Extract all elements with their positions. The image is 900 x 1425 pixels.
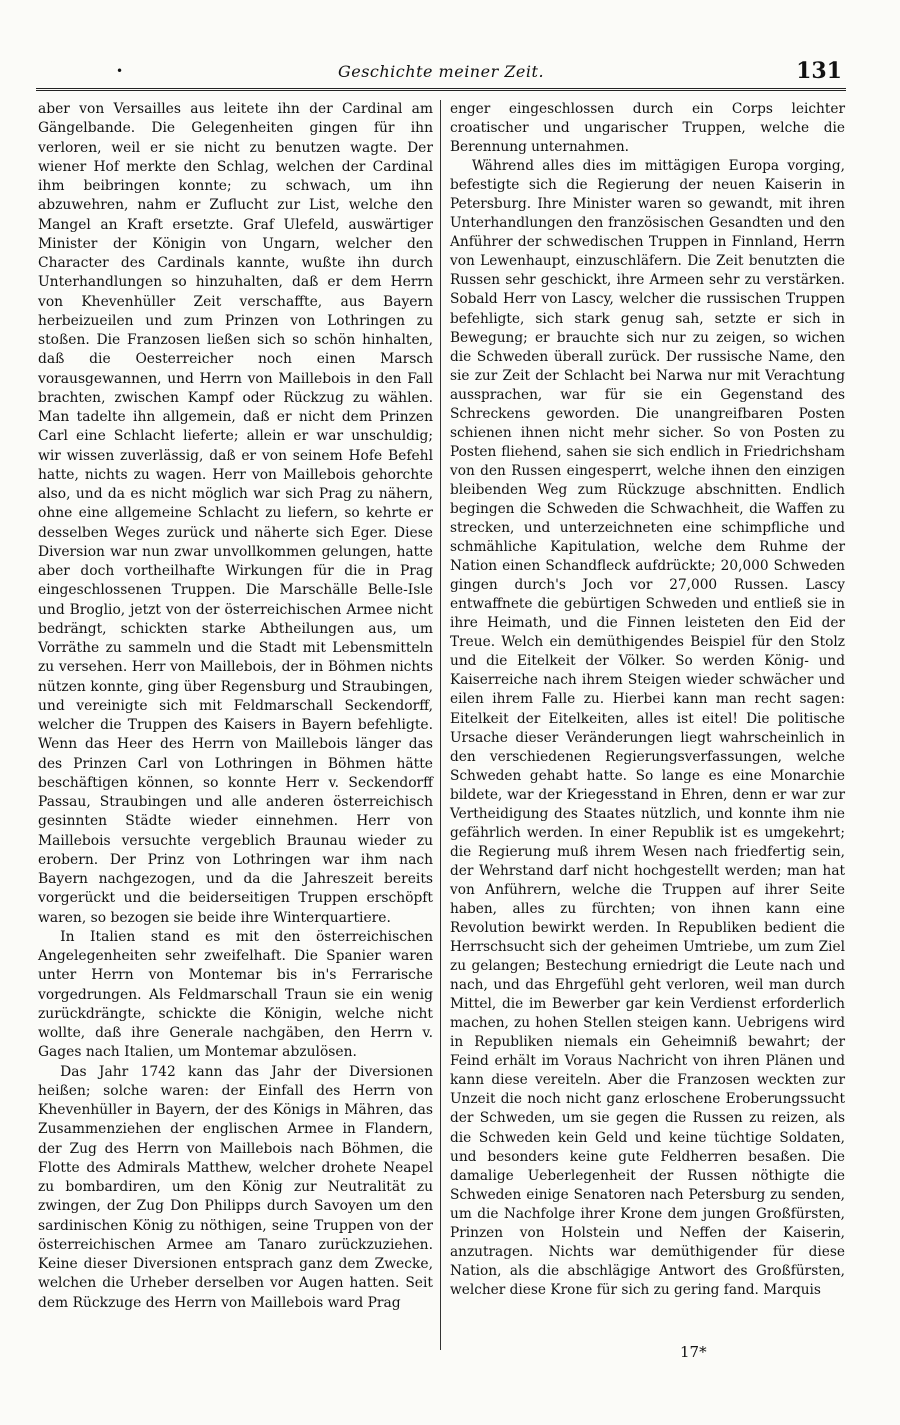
paragraph: enger eingeschlossen durch ein Corps leichter croatischer und ungarischer Truppen, welche die Berennung unternahmen. bbox=[450, 101, 845, 156]
head-mark: • bbox=[116, 64, 124, 78]
paragraph: aber von Versailles aus leitete ihn der Cardinal am Gängelbande. Die Gelegenheiten gingen für ihn verloren, weil er sie nicht zu benutzen wagte. Der wiener Hof merkte den Schlag, welchen der Cardinal ihm beibringen konnte; zu schwach, um ihn abzuwehren, nahm er Zuflucht zur List, welche den Mangel an Kraft ersetzte. Graf Ulefeld, auswärtiger Minister der Königin von Ungarn, welcher den Character des Cardinals kannte, wußte ihn durch Unterhandlungen so hinzuhalten, daß er dem Herrn von Khevenhüller Zeit verschaffte, aus Bayern herbeizueilen und zum Prinzen von Lothringen zu stoßen. Die Franzosen ließen sich so schön hinhalten, daß die Oesterreicher noch einen Marsch vorausgewannen, und Herrn von Maillebois in den Fall brachten, zwischen Kampf oder Rückzug zu wählen. Man tadelte ihn allgemein, daß er nicht dem Prinzen Carl eine Schlacht lieferte; allein er war unschuldig; wir wissen zuverlässig, daß er von seinem Hofe Befehl hatte, nichts zu wagen. Herr von Maillebois gehorchte also, und da es nicht möglich war sich Prag zu nähern, ohne eine allgemeine Schlacht zu liefern, so kehrte er desselben Weges zurück und näherte sich Eger. Diese Diversion war nun zwar unvollkommen gelungen, hatte aber doch vortheilhafte Wirkungen für die in Prag eingeschlossenen Truppen. Die Marschälle Belle-Isle und Broglio, jetzt von der österreichischen Armee nicht bedrängt, schickten starke Abtheilungen aus, um Vorräthe zu sammeln und die Stadt mit Lebensmitteln zu versehen. Herr von Maillebois, der in Böhmen nichts nützen konnte, ging über Regensburg und Straubingen, und vereinigte sich mit Feldmarschall Seckendorff, welcher die Truppen des Kaisers in Bayern befehligte. Wenn das Heer des Herrn von Maillebois länger das des Prinzen Carl von Lothringen in Böhmen hätte beschäftigen können, so konnte Herr v. Seckendorff Passau, Straubingen und alle anderen österreichisch gesinnten Städte wieder einnehmen. Herr von Maillebois versuchte vergeblich Braunau wieder zu erobern. Der Prinz von Lothringen war ihm nach Bayern nachgezogen, und da die Jahreszeit bereits vorgerückt und die beiderseitigen Truppen erschöpft waren, so bezogen sie beide ihre Winterquartiere. bbox=[38, 101, 433, 926]
left-column bbox=[38, 100, 433, 1313]
page-title: Geschichte meiner Zeit. bbox=[337, 62, 545, 81]
page-number: 131 bbox=[796, 58, 842, 84]
paragraph: Das Jahr 1742 kann das Jahr der Diversionen heißen; solche waren: der Einfall des Herrn von Khevenhüller in Bayern, der des Königs in Mähren, das Zusammenziehen der englischen Armee in Flandern, der Zug des Herrn von Maillebois nach Böhmen, die Flotte des Admirals Matthew, welcher drohete Neapel zu bombardiren, um den König zur Neutralität zu zwingen, der Zug Don Philipps durch Savoyen um den sardinischen König zu nöthigen, seine Truppen von der österreichischen Armee am Tanaro zurückzuziehen. Keine dieser Diversionen entsprach ganz dem Zwecke, welchen die Urheber derselben vor Augen hatten. Seit dem Rückzuge des Herrn von Maillebois ward Prag bbox=[38, 1063, 433, 1311]
paragraph: In Italien stand es mit den österreichischen Angelegenheiten sehr zweifelhaft. Die Spanier waren unter Herrn von Montemar bis in's Ferrarische vorgedrungen. Als Feldmarschall Traun sie ein wenig zurückdrängte, schickte die Königin, welche nicht wollte, daß ihre Generale nachgäben, den Herrn v. Gages nach Italien, um Montemar abzulösen. bbox=[38, 928, 433, 1061]
running-head bbox=[36, 58, 846, 91]
paragraph: Während alles dies im mittägigen Europa vorging, befestigte sich die Regierung der neuen Kaiserin in Petersburg. Ihre Minister waren so gewandt, mit ihren Unterhandlungen den französischen Gesandten und den Anführer der schwedischen Truppen in Finnland, Herrn von Lewenhaupt, einzuschläfern. Die Zeit benutzten die Russen sehr geschickt, ihre Armeen sehr zu verstärken. Sobald Herr von Lascy, welcher die russischen Truppen befehligte, sich stark genug sah, setzte er sich in Bewegung; er brauchte sich nur zu zeigen, so wichen die Schweden überall zurück. Der russische Name, den sie zur Zeit der Schlacht bei Narwa nur mit Verachtung aussprachen, war für sie ein Gegenstand des Schreckens geworden. Die unangreifbaren Posten schienen ihnen nicht mehr sicher. So von Posten zu Posten fliehend, sahen sie sich endlich in Friedrichsham von den Russen eingesperrt, welche ihnen den einzigen bleibenden Weg zum Rückzuge abschnitten. Endlich begingen die Schweden die Schwachheit, die Waffen zu strecken, und unterzeichneten eine schimpfliche und schmähliche Kapitulation, welche dem Ruhme der Nation einen Schandfleck aufdrückte; 20,000 Schweden gingen durch's Joch vor 27,000 Russen. Lascy entwaffnete die gebürtigen Schweden und entließ sie in ihre Heimath, und die Finnen leisteten den Eid der Treue. Welch ein demüthigendes Beispiel für den Stolz und die Eitelkeit der Völker. So werden König- und Kaiserreiche nach ihrem Steigen wieder schwächer und eilen ihrem Falle zu. Hierbei kann man recht sagen: Eitelkeit der Eitelkeiten, alles ist eitel! Die politische Ursache dieser Veränderungen liegt wahrscheinlich in den verschiedenen Regierungsverfassungen, welche Schweden gehabt hatte. So lange es eine Monarchie bildete, war der Kriegesstand in Ehren, denn er war zur Vertheidigung des Staates nützlich, und konnte ihm nie gefährlich werden. In einer Republik ist es umgekehrt; die Regierung muß ihrem Wesen nach friedfertig sein, der Wehrstand darf nicht hochgestellt werden; man hat von Anführern, welche die Truppen auf ihrer Seite haben, alles zu fürchten; von ihnen kann eine Revolution bewirkt werden. In Republiken bedient die Herrschsucht sich der geheimen Umtriebe, um zum Ziel zu gelangen; Bestechung erniedrigt die Leute nach und nach, und das Ehrgefühl geht verloren, weil man durch Mittel, die im Bewerber gar kein Verdienst erforderlich machen, zu hohen Stellen steigen kann. Uebrigens wird in Republiken niemals ein Geheimniß bewahrt; der Feind erhält im Voraus Nachricht von ihren Plänen und kann diese vereiteln. Aber die Franzosen weckten zur Unzeit die noch nicht ganz erloschene Eroberungssucht der Schweden, um sie gegen die Russen zu reizen, als die Schweden kein Geld und keine tüchtige Soldaten, und besonders keine gute Feldherren besaßen. Die damalige Ueberlegenheit der Russen nöthigte die Schweden einige Senatoren nach Petersburg zu senden, um die Nachfolge ihrer Krone dem jungen Großfürsten, Prinzen von Holstein und Neffen der Kaiserin, anzutragen. Nichts war demüthigender für diese Nation, als die abschlägige Antwort des Großfürsten, welcher diese Krone für sich zu gering fand. Marquis bbox=[450, 158, 845, 1298]
right-column bbox=[450, 100, 845, 1300]
signature-mark: 17* bbox=[680, 1343, 707, 1361]
column-divider bbox=[440, 100, 441, 1350]
